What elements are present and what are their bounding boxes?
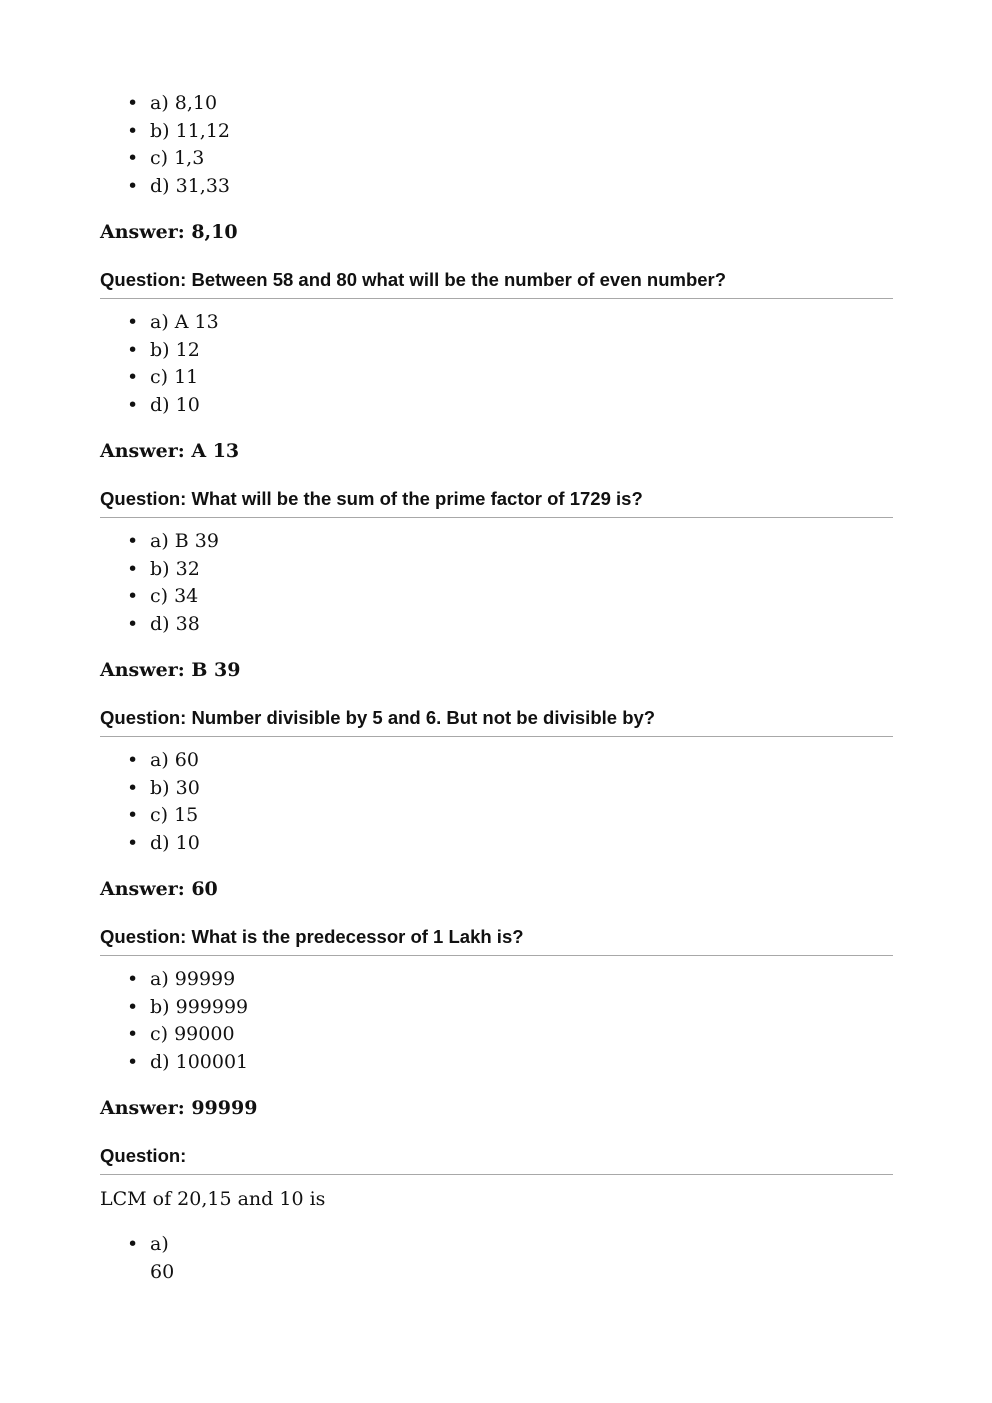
option-item: • d) 10 bbox=[127, 830, 893, 858]
option-item: • a) A 13 bbox=[127, 309, 893, 337]
question-block bbox=[100, 268, 893, 463]
option-item: • b) 32 bbox=[127, 556, 893, 584]
option-list bbox=[100, 309, 893, 419]
option-value: 60 bbox=[150, 1260, 175, 1283]
option-item: • b) 11,12 bbox=[127, 118, 893, 146]
option-item: • d) 38 bbox=[127, 611, 893, 639]
question-block bbox=[100, 925, 893, 1120]
question-block bbox=[100, 487, 893, 682]
option-item: • a) 99999 bbox=[127, 966, 893, 994]
option-item: • a) 60 bbox=[127, 747, 893, 775]
option-item: • a) 8,10 bbox=[127, 90, 893, 118]
question-heading: Question: What will be the sum of the prime factor of 1729 is? bbox=[100, 487, 893, 518]
option-list bbox=[100, 528, 893, 638]
answer-text: Answer: A 13 bbox=[100, 440, 240, 462]
document-page bbox=[100, 90, 893, 1286]
option-item: • d) 31,33 bbox=[127, 173, 893, 201]
option-list bbox=[100, 1231, 893, 1286]
option-item: • d) 100001 bbox=[127, 1049, 893, 1077]
option-list bbox=[100, 747, 893, 857]
option-list bbox=[100, 966, 893, 1076]
answer-text: Answer: B 39 bbox=[100, 659, 241, 681]
answer-text: Answer: 99999 bbox=[100, 1097, 258, 1119]
option-item: • d) 10 bbox=[127, 392, 893, 420]
option-item bbox=[127, 1231, 893, 1286]
question-heading: Question: Between 58 and 80 what will be the number of even number? bbox=[100, 268, 893, 299]
option-item: • b) 12 bbox=[127, 337, 893, 365]
question-heading: Question: bbox=[100, 1144, 893, 1175]
option-item: • c) 1,3 bbox=[127, 145, 893, 173]
answer-text: Answer: 8,10 bbox=[100, 221, 238, 243]
option-label: • a) bbox=[150, 1233, 169, 1255]
option-item: • b) 30 bbox=[127, 775, 893, 803]
option-item: • b) 999999 bbox=[127, 994, 893, 1022]
option-item: • c) 11 bbox=[127, 364, 893, 392]
question-block bbox=[100, 706, 893, 901]
option-item: • c) 15 bbox=[127, 802, 893, 830]
question-heading: Question: Number divisible by 5 and 6. But not be divisible by? bbox=[100, 706, 893, 737]
option-item: • a) B 39 bbox=[127, 528, 893, 556]
option-item: • c) 99000 bbox=[127, 1021, 893, 1049]
answer-text: Answer: 60 bbox=[100, 878, 218, 900]
option-list bbox=[100, 90, 893, 200]
option-item: • c) 34 bbox=[127, 583, 893, 611]
question-heading: Question: What is the predecessor of 1 Lakh is? bbox=[100, 925, 893, 956]
question-block bbox=[100, 1144, 893, 1286]
question-text: LCM of 20,15 and 10 is bbox=[100, 1188, 326, 1210]
